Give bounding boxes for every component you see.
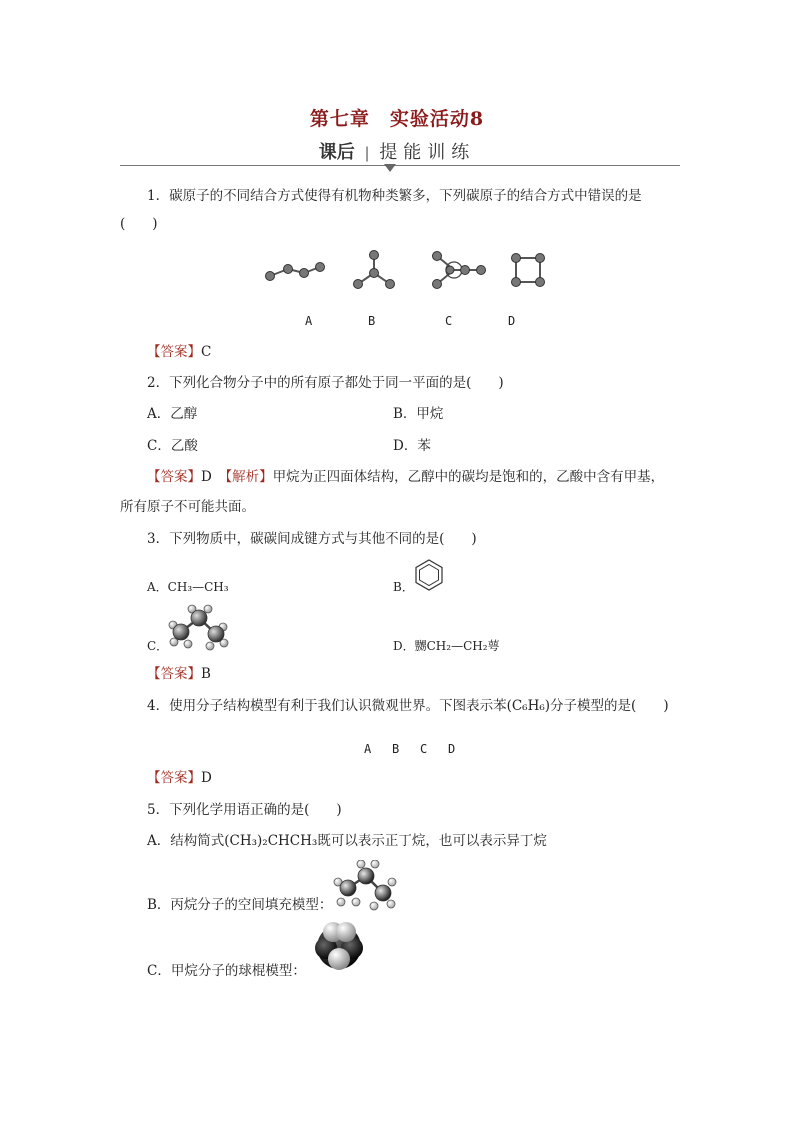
q1-answer-value: C (201, 344, 212, 360)
q5-option-a: A．结构简式(CH₃)₂CHCH₃既可以表示正丁烷，也可以表示异丁烷 (147, 833, 547, 849)
q1-answer-key: 【答案】 (147, 344, 201, 360)
q4-text: 4．使用分子结构模型有利于我们认识微观世界。下图表示苯(C₆H₆)分子模型的是( ) (147, 698, 669, 714)
q1-paren: ( ) (120, 216, 158, 232)
q4-label-c: C (420, 742, 428, 756)
q1-figure-b (348, 246, 398, 294)
q2-text: 2．下列化合物分子中的所有原子都处于同一平面的是( ) (147, 375, 504, 391)
q3-option-d (393, 637, 500, 655)
q3-answer (147, 665, 211, 683)
q3-option-a-prefix: A． (147, 580, 168, 594)
header-marker-icon (384, 164, 396, 173)
q1-label-b: B (368, 314, 376, 328)
q5-option-b: B．丙烷分子的空间填充模型： (147, 897, 333, 913)
q2-answer (147, 468, 664, 486)
q4-answer (147, 769, 212, 787)
q1-text: 1．碳原子的不同结合方式使得有机物种类繁多，下列碳原子的结合方式中错误的是 (147, 188, 642, 204)
q5-option-b-model (332, 860, 398, 912)
q1-label-c: C (445, 314, 453, 328)
page-title: 第七章 实验活动8 (309, 108, 485, 130)
page-subtitle (0, 138, 794, 164)
q1-figure-a (262, 258, 332, 286)
q2-explain-key: 【解析】 (225, 469, 273, 485)
q3-option-a (147, 578, 229, 596)
q2-option-a: A．乙醇 (147, 406, 198, 422)
q2-explain-cont: 所有原子不可能共面。 (120, 499, 255, 515)
q3-option-c-ball-model (164, 604, 230, 654)
q4-label-d: D (448, 742, 456, 756)
q2-answer-value: D (201, 469, 212, 485)
subtitle-divider: | (364, 144, 370, 162)
q1-label-d: D (508, 314, 516, 328)
q5-text: 5．下列化学用语正确的是( ) (147, 802, 342, 818)
q5-option-c: C．甲烷分子的球棍模型： (147, 963, 306, 979)
q2-explain-text: 甲烷为正四面体结构，乙醇中的碳均是饱和的，乙酸中含有甲基， (272, 469, 665, 485)
q3-option-d-prefix: D． (393, 639, 415, 653)
q3-answer-key: 【答案】 (147, 666, 201, 682)
q1-figure-c (425, 246, 493, 292)
subtitle-topic: 提能训练 (379, 142, 476, 163)
q4-label-b: B (392, 742, 400, 756)
q4-answer-value: D (201, 770, 212, 786)
q3-text: 3．下列物质中，碳碳间成键方式与其他不同的是( ) (147, 531, 477, 547)
q3-option-d-formula: 嬲CH₂—CH₂萼 (414, 639, 500, 653)
q2-option-c: C．乙酸 (147, 438, 198, 454)
q3-option-a-formula: CH₃—CH₃ (167, 580, 229, 594)
q2-answer-key: 【答案】 (147, 469, 201, 485)
q5-option-c-model (310, 918, 368, 974)
q2-option-d: D．苯 (393, 438, 431, 454)
subtitle-section: 课后 (318, 142, 355, 163)
benzene-ring-icon (412, 557, 446, 593)
header-rule (120, 165, 680, 166)
q1-label-a: A (305, 314, 313, 328)
q3-option-b: B． (393, 580, 414, 594)
q3-answer-value: B (201, 666, 211, 682)
q4-answer-key: 【答案】 (147, 770, 201, 786)
q4-label-a: A (364, 742, 372, 756)
q2-option-b: B．甲烷 (393, 406, 444, 422)
q1-answer (147, 343, 211, 361)
q1-figure-d (505, 251, 551, 291)
q3-option-c: C． (147, 639, 169, 653)
